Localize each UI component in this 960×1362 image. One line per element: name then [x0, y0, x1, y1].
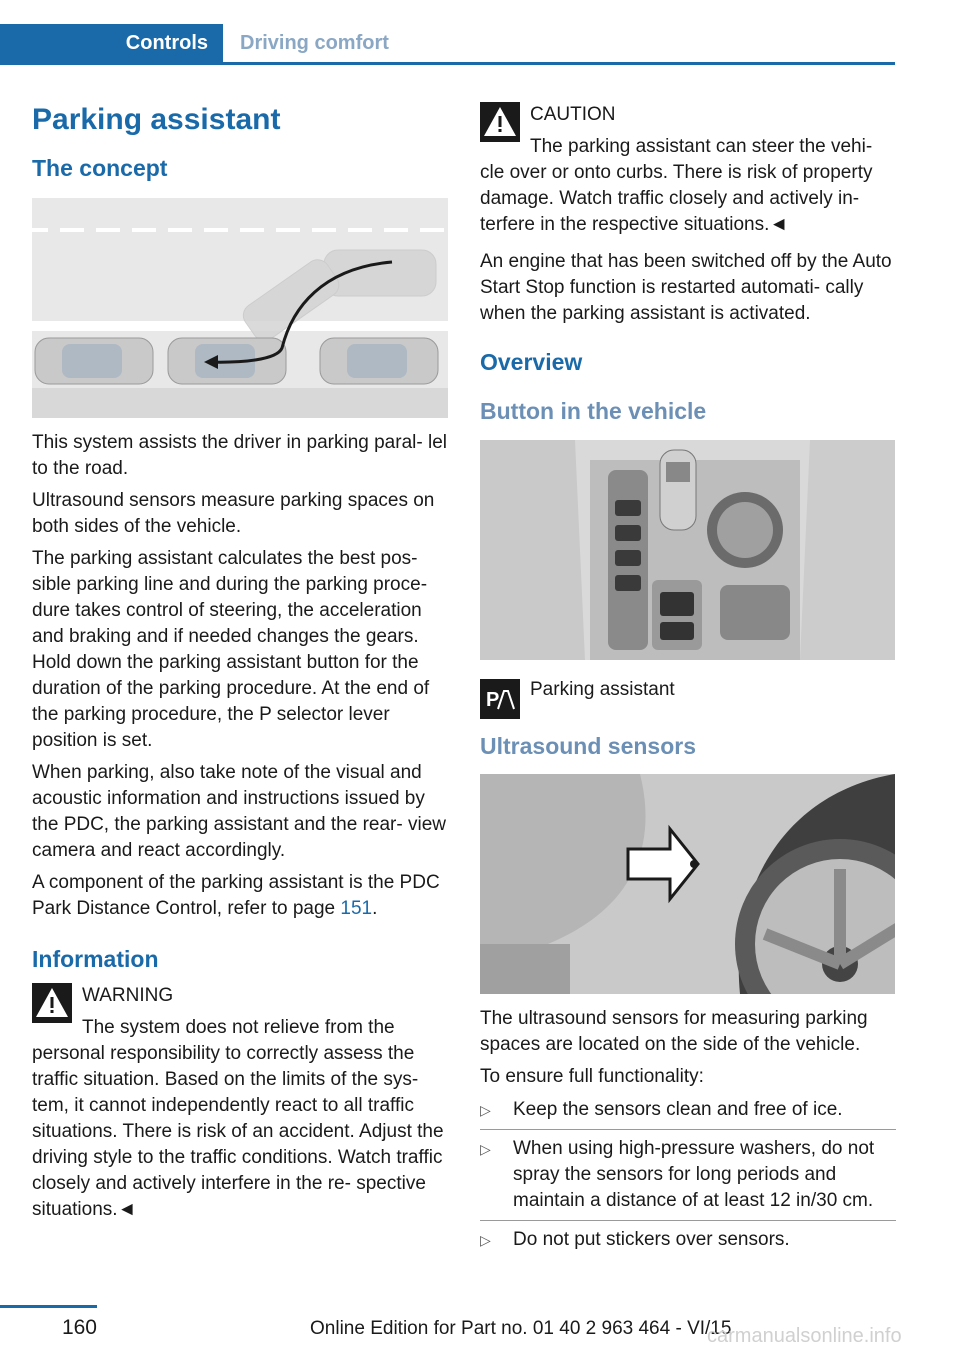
warning-text: The system does not relieve from the personal responsibility to correctly assess the traffic situation. Based on the limits of the sys‐ tem, it cannot independently react to all traffic situations. There is risk of an accident. Adjust the driving style to the traffic conditions. Watch traffic closely and actively interfere in the re‐ spective situations.◄	[32, 1017, 444, 1220]
information-heading: Information	[32, 946, 159, 972]
warning-triangle-icon	[32, 983, 72, 1023]
right-column	[480, 102, 896, 1253]
bullet-icon: ▷	[480, 1141, 491, 1157]
parking-assistant-button-row	[480, 677, 896, 721]
concept-heading: The concept	[32, 155, 168, 181]
bullet-icon: ▷	[480, 1232, 491, 1248]
watermark: carmanualsonline.info	[707, 1325, 902, 1347]
concept-paragraph-4: When parking, also take note of the visual and acoustic information and instructions issued by the PDC, the parking assistant and the rear‐ view camera and react accordingly.	[32, 762, 446, 861]
functionality-intro: To ensure full functionality:	[480, 1066, 704, 1087]
sensors-paragraph: The ultrasound sensors for measuring parking spaces are located on the side of the vehicle.	[480, 1008, 868, 1055]
concept-paragraph-1: This system assists the driver in parking paral‐ lel to the road.	[32, 432, 447, 479]
sensor-location-photo	[480, 774, 895, 994]
footer-rule	[0, 1305, 97, 1308]
pdc-reference-text: A component of the parking assistant is the PDC Park Distance Control, refer to page	[32, 872, 440, 919]
parking-diagram-icon	[32, 198, 448, 418]
button-caption: Parking assistant	[530, 679, 675, 700]
list-item-text: Do not put stickers over sensors.	[513, 1229, 790, 1250]
page-number: 160	[61, 1316, 97, 1339]
list-item-text: When using high-pressure washers, do not spray the sensors for long periods and maintain a distance of at least 12 in/30 cm.	[513, 1138, 875, 1211]
page-151-link[interactable]: 151	[340, 898, 373, 919]
chapter-tab-bar	[0, 24, 895, 65]
parking-assistant-button-icon	[480, 679, 520, 719]
parking-concept-illustration	[32, 198, 448, 418]
warning-title: WARNING	[82, 985, 174, 1006]
wheel-sensor-image-icon	[480, 774, 895, 994]
warning-block	[32, 983, 448, 1223]
tab-driving-comfort[interactable]: Driving comfort	[240, 31, 389, 54]
list-item-text: Keep the sensors clean and free of ice.	[513, 1099, 843, 1120]
center-console-photo	[480, 440, 895, 660]
auto-start-stop-paragraph: An engine that has been switched off by the Auto Start Stop function is restarted automati‐ cally when the parking assistant is activated.	[480, 251, 892, 324]
ultrasound-sensors-heading: Ultrasound sensors	[480, 733, 696, 759]
edition-note: Online Edition for Part no. 01 40 2 963 464 - VI/15	[310, 1318, 732, 1339]
overview-heading: Overview	[480, 349, 583, 375]
list-item	[480, 1097, 896, 1130]
period: .	[372, 898, 378, 919]
list-item	[480, 1130, 896, 1221]
caution-text: The parking assistant can steer the vehi‐ cle over or onto curbs. There is risk of property damage. Watch traffic closely and actively in‐ terfere in the respective situations.◄	[480, 136, 873, 235]
concept-paragraph-3: The parking assistant calculates the best pos‐ sible parking line and during the parking proce‐ dure takes control of steering, the acceleration and braking and if needed changes the gears. Hold down the parking assistant button for the duration of the parking procedure. At the end of the parking procedure, the P selector lever position is set.	[32, 548, 430, 751]
list-item	[480, 1221, 896, 1253]
tab-controls[interactable]: Controls	[0, 24, 223, 62]
caution-triangle-icon	[480, 102, 520, 142]
caution-block	[480, 102, 896, 238]
functionality-list	[480, 1097, 896, 1253]
concept-paragraph-5	[32, 870, 448, 922]
page-title: Parking assistant	[32, 103, 281, 136]
center-console-image-icon	[480, 440, 895, 660]
left-column	[32, 102, 448, 1223]
concept-paragraph-2: Ultrasound sensors measure parking spaces on both sides of the vehicle.	[32, 490, 435, 537]
button-in-vehicle-heading: Button in the vehicle	[480, 398, 707, 424]
bullet-icon: ▷	[480, 1102, 491, 1118]
caution-title: CAUTION	[530, 104, 616, 125]
svg-text:P: P	[486, 689, 500, 711]
